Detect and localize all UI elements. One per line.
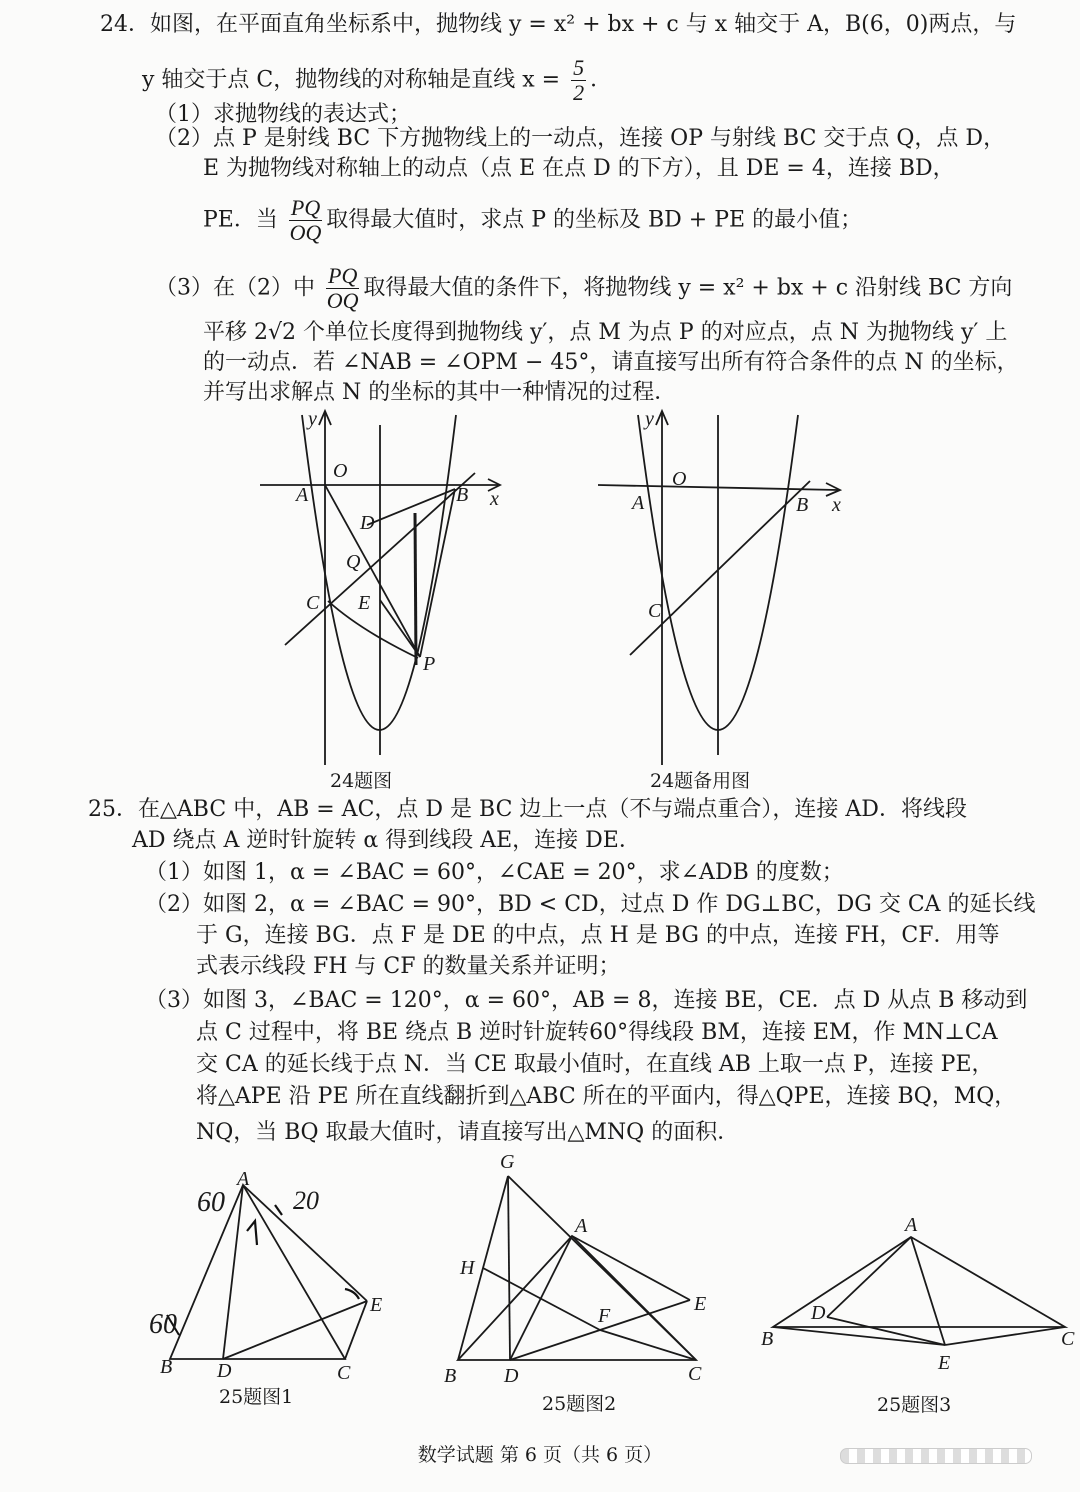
handwritten-60-top: 60 [197, 1187, 225, 1218]
label-E: E [938, 1352, 951, 1374]
label-B: B [796, 494, 809, 516]
label-B: B [160, 1356, 173, 1378]
q25-part-1: （1）如图 1，α = ∠BAC = 60°，∠CAE = 20°，求∠ADB 的度数； [145, 860, 844, 885]
label-A: A [237, 1168, 250, 1190]
fig25-1-caption: 25题图1 [219, 1386, 294, 1408]
label-B: B [456, 484, 469, 506]
line-bc [630, 481, 810, 655]
fig24-caption: 24题图 [330, 770, 393, 792]
segment-ae [572, 1236, 690, 1300]
q24-part-1: （1）求抛物线的表达式； [155, 102, 411, 127]
figure-25-1 [145, 1165, 405, 1415]
fig24-backup-caption: 24题备用图 [650, 770, 751, 792]
segment-gd [508, 1176, 510, 1360]
q25-number: 25． [88, 797, 138, 822]
q25-line-1: 25．在△ABC 中，AB = AC，点 D 是 BC 边上一点（不与端点重合），连接 AD．将线段 [88, 797, 967, 822]
label-B: B [444, 1365, 457, 1387]
q24-part-2-line-3: PE．当 $\frac{PQ}{OQ}$ 取得最大值时，求点 P 的坐标及 BD + PE 的最小值； [203, 195, 863, 245]
label-D: D [360, 512, 375, 534]
label-D: D [811, 1302, 826, 1324]
q25-part-2-line-1: （2）如图 2，α = ∠BAC = 90°，BD < CD，过点 D 作 DG⊥BC，DG 交 CA 的延长线 [145, 892, 1036, 917]
marker-stroke [415, 513, 416, 665]
segment-hf [483, 1268, 600, 1330]
triangle-abc [458, 1236, 696, 1360]
fraction-pq-oq-2: $\frac{PQ}{OQ}$ [326, 263, 359, 313]
label-A: A [632, 492, 645, 514]
label-Q: Q [346, 551, 361, 573]
fig25-2-caption: 25题图2 [542, 1393, 617, 1415]
figure-24 [250, 405, 530, 795]
q24-part-3-line-4: 并写出求解点 N 的坐标的其中一种情况的过程． [203, 380, 677, 405]
q25-part-3-line-3: 交 CA 的延长线于点 N．当 CE 取最小值时，在直线 AB 上取一点 P，连接 PE， [196, 1052, 994, 1077]
q24-number: 24． [100, 12, 150, 37]
handwritten-20: 20 [293, 1186, 319, 1215]
fig25-3-caption: 25题图3 [877, 1394, 952, 1416]
label-x: x [832, 494, 841, 516]
segment-de [223, 1301, 367, 1359]
label-E: E [694, 1293, 707, 1315]
label-F: F [598, 1305, 611, 1327]
q25-part-3-line-1: （3）如图 3，∠BAC = 120°，α = 60°，AB = 8，连接 BE，CE．点 D 从点 B 移动到 [145, 988, 1028, 1013]
label-C: C [337, 1362, 351, 1384]
label-B: B [761, 1328, 774, 1350]
handwritten-60-left: 60 [149, 1309, 177, 1340]
q24-line-2: y 轴交于点 C，抛物线的对称轴是直线 x = $\frac{5}{2}$ ． [142, 55, 613, 105]
q25-part-3-line-2: 点 C 过程中，将 BE 绕点 B 逆时针旋转60°得线段 BM，连接 EM，作 MN⊥CA [196, 1020, 998, 1045]
scroll-indicator [840, 1448, 1032, 1464]
label-y: y [645, 408, 654, 430]
q24-part-2-line-2: E 为抛物线对称轴上的动点（点 E 在点 D 的下方），且 DE = 4，连接 BD， [203, 156, 955, 181]
label-E: E [358, 592, 371, 614]
label-H: H [460, 1257, 475, 1279]
page-footer: 数学试题 第 6 页（共 6 页） [417, 1444, 663, 1466]
q25-part-3-line-5: NQ，当 BQ 取最大值时，请直接写出△MNQ 的面积． [196, 1120, 740, 1145]
label-G: G [500, 1151, 515, 1173]
label-A: A [296, 484, 309, 506]
label-O: O [672, 468, 687, 490]
q24-part-2-line-1: （2）点 P 是射线 BC 下方抛物线上的一动点，连接 OP 与射线 BC 交于点 Q，点 D， [155, 126, 1006, 151]
label-C: C [306, 592, 320, 614]
label-E: E [370, 1294, 383, 1316]
segment-de [827, 1317, 945, 1345]
figure-24-backup [590, 405, 870, 795]
figure-25-3 [755, 1205, 1075, 1420]
label-C: C [1061, 1328, 1075, 1350]
q24-part-3-line-1: （3）在（2）中 $\frac{PQ}{OQ}$ 取得最大值的条件下，将抛物线 y = x² + bx + c 沿射线 BC 方向 [155, 263, 1013, 313]
figure-25-2 [440, 1148, 730, 1418]
label-D: D [217, 1360, 232, 1382]
label-P: P [423, 653, 436, 675]
label-C: C [648, 600, 662, 622]
line-bp [420, 489, 455, 657]
fraction-pq-oq: $\frac{PQ}{OQ}$ [289, 195, 322, 245]
line-op [325, 485, 420, 657]
label-C: C [688, 1363, 702, 1385]
label-D: D [504, 1365, 519, 1387]
q25-line-2: AD 绕点 A 逆时针旋转 α 得到线段 AE，连接 DE． [132, 828, 641, 853]
q25-part-3-line-4: 将△APE 沿 PE 所在直线翻折到△ABC 所在的平面内，得△QPE，连接 BQ，MQ， [196, 1084, 1017, 1109]
q25-part-2-line-3: 式表示线段 FH 与 CF 的数量关系并证明； [196, 954, 621, 979]
fraction-five-halves: $\frac{5}{2}$ [573, 55, 585, 105]
q24-part-3-line-2: 平移 2√2 个单位长度得到抛物线 y′，点 M 为点 P 的对应点，点 N 为抛物线 y′ 上 [203, 320, 1008, 345]
segment-ad [827, 1237, 911, 1317]
label-x: x [490, 488, 499, 510]
label-A: A [575, 1215, 588, 1237]
segment-ce [945, 1327, 1065, 1345]
q24-part-3-line-3: 的一动点．若 ∠NAB = ∠OPM − 45°，请直接写出所有符合条件的点 N 的坐标， [203, 350, 1019, 375]
label-A: A [905, 1214, 918, 1236]
label-O: O [333, 460, 348, 482]
q24-line-1: 24．如图，在平面直角坐标系中，抛物线 y = x² + bx + c 与 x 轴交于 A，B(6，0)两点，与 [100, 12, 1017, 37]
segment-ce [345, 1301, 367, 1359]
segment-gc [508, 1176, 696, 1360]
q25-part-2-line-2: 于 G，连接 BG．点 F 是 DE 的中点，点 H 是 BG 的中点，连接 FH，CF．用等 [196, 923, 1000, 948]
segment-be [773, 1327, 945, 1345]
label-y: y [308, 408, 317, 430]
